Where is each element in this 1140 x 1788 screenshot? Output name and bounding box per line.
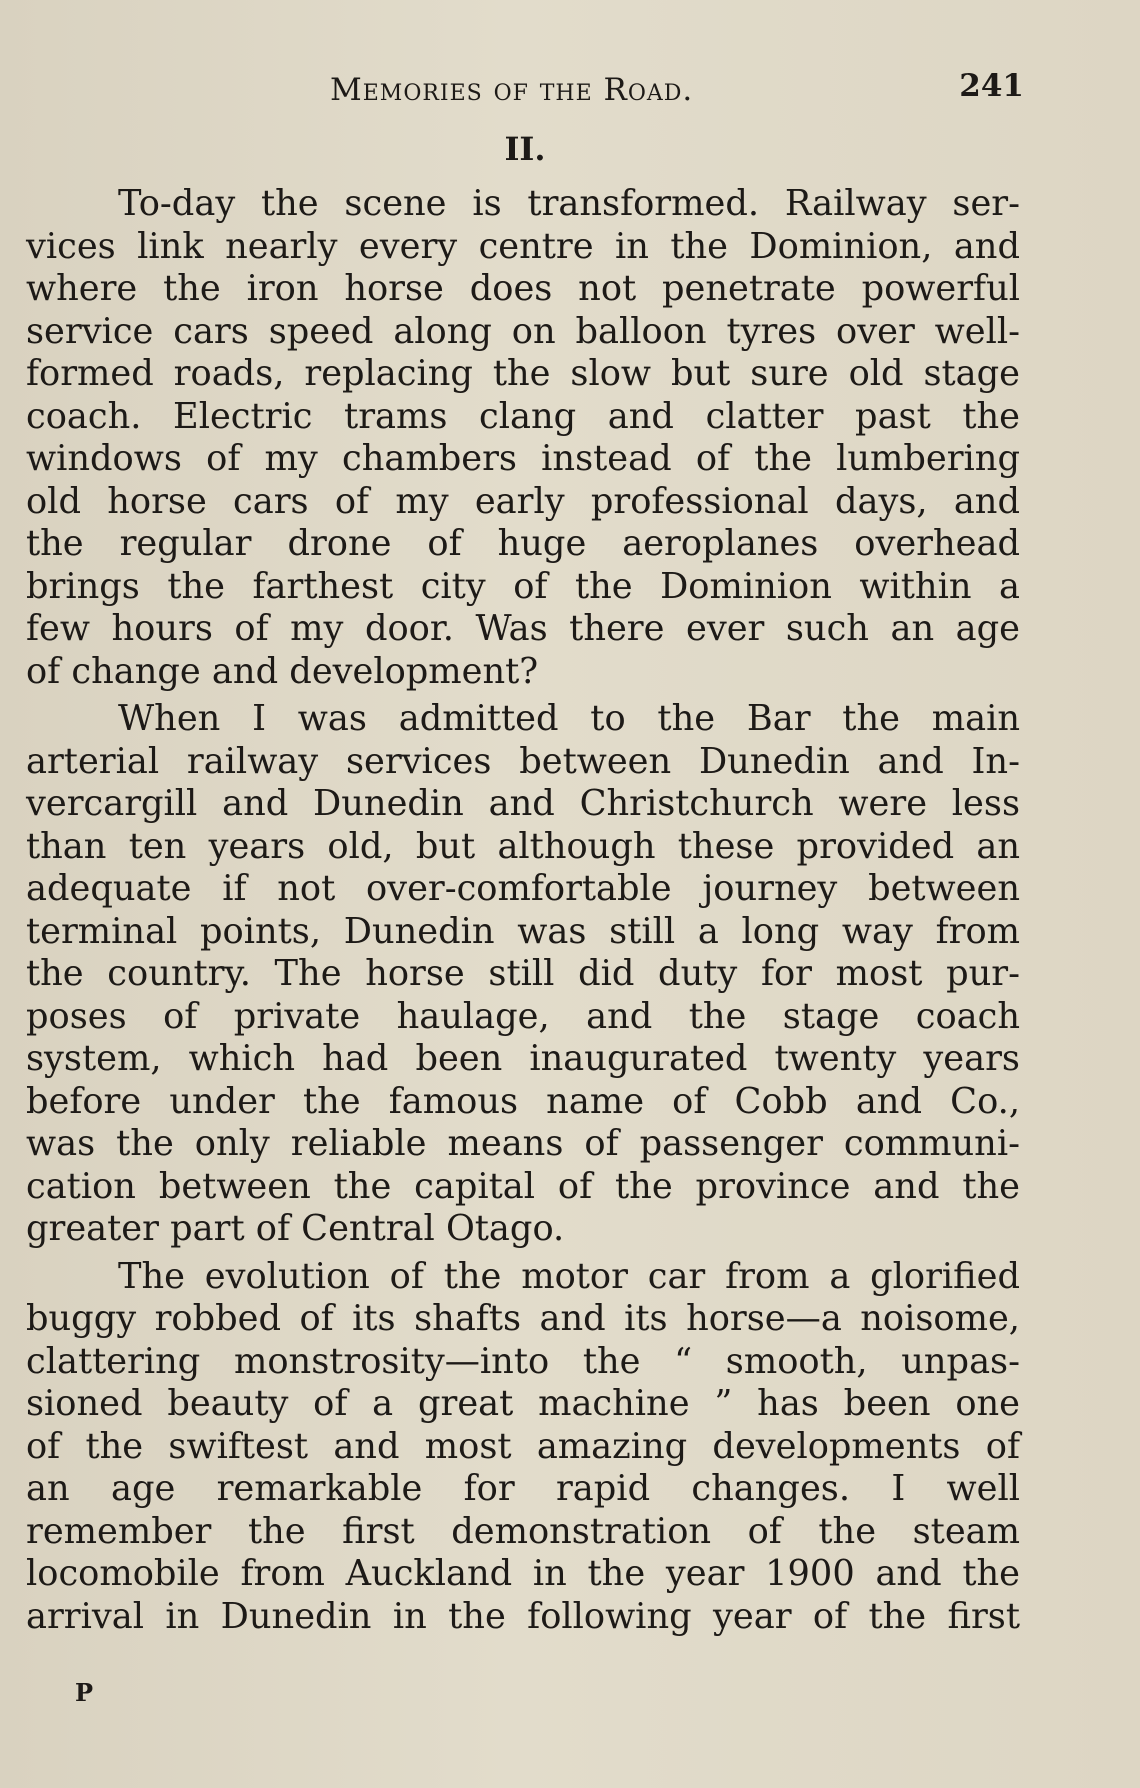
- text-line: remember the first demonstration of the steam: [26, 1510, 1020, 1552]
- text-line: formed roads, replacing the slow but sure old stage: [26, 353, 1020, 394]
- text-line: an age remarkable for rapid changes. I well: [26, 1468, 1020, 1509]
- text-line: buggy robbed of its shafts and its horse—a noisome,: [26, 1298, 1020, 1339]
- text-line: the regular drone of huge aeroplanes overhead: [26, 523, 1020, 564]
- text-line: clattering monstrosity—into the “ smooth, unpas-: [26, 1340, 1020, 1382]
- text-line: vercargill and Dunedin and Christchurch were less: [26, 783, 1020, 824]
- text-line: old horse cars of my early professional days, and: [26, 480, 1020, 522]
- text-line: service cars speed along on balloon tyres over well-: [26, 310, 1020, 352]
- paragraph: [26, 698, 1020, 1251]
- text-line: To-day the scene is transformed. Railway ser-: [118, 183, 1020, 224]
- text-line: When I was admitted to the Bar the main: [118, 698, 1020, 739]
- text-line: vices link nearly every centre in the Dominion, and: [26, 225, 1020, 267]
- text-line: few hours of my door. Was there ever such an age: [26, 608, 1020, 649]
- text-line: The evolution of the motor car from a glorified: [118, 1255, 1020, 1297]
- signature-mark: P: [75, 1678, 94, 1707]
- text-line: arrival in Dunedin in the following year of the first: [26, 1595, 1020, 1637]
- text-line: before under the famous name of Cobb and Co.,: [26, 1080, 1020, 1122]
- text-line: coach. Electric trams clang and clatter past the: [26, 395, 1020, 437]
- paragraph: [26, 183, 1020, 693]
- text-line: cation between the capital of the province and the: [26, 1165, 1020, 1207]
- text-line: locomobile from Auckland in the year 1900 and the: [26, 1553, 1020, 1594]
- section-numeral: II.: [504, 130, 546, 168]
- body-text: [26, 183, 1020, 1643]
- text-line: windows of my chambers instead of the lumbering: [26, 438, 1020, 479]
- text-line: where the iron horse does not penetrate powerful: [26, 268, 1020, 309]
- page-header: [0, 66, 1140, 116]
- text-line: sioned beauty of a great machine ” has been one: [26, 1383, 1020, 1424]
- text-line: greater part of Central Otago.: [26, 1208, 565, 1249]
- text-line: of change and development?: [26, 650, 539, 692]
- text-line: the country. The horse still did duty for most pur-: [26, 953, 1020, 994]
- text-line: than ten years old, but although these provided an: [26, 825, 1020, 867]
- text-line: brings the farthest city of the Dominion within a: [26, 565, 1020, 607]
- text-line: of the swiftest and most amazing developments of: [26, 1425, 1020, 1467]
- text-line: adequate if not over-comfortable journey between: [26, 868, 1020, 909]
- text-line: was the only reliable means of passenger communi-: [26, 1123, 1020, 1164]
- text-line: terminal points, Dunedin was still a long way from: [26, 910, 1020, 952]
- page-number: 241: [959, 68, 1024, 104]
- text-line: poses of private haulage, and the stage coach: [26, 995, 1020, 1037]
- running-title: Memories of the Road.: [330, 72, 694, 108]
- text-line: arterial railway services between Dunedin and In-: [26, 740, 1020, 782]
- paragraph: [26, 1256, 1020, 1639]
- text-line: system, which had been inaugurated twenty years: [26, 1038, 1020, 1079]
